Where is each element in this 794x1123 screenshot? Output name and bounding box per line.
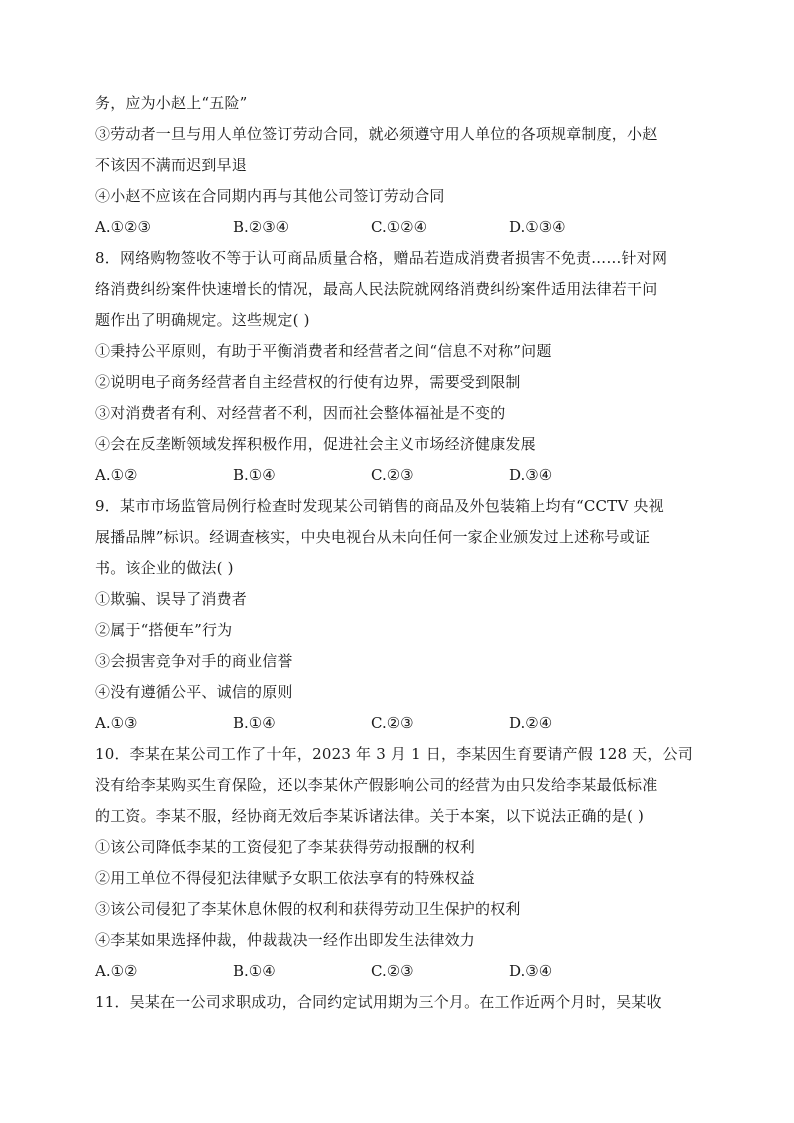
text-line: ④没有遵循公平、诚信的原则 [95, 683, 293, 701]
answer-option: B.②③④ [233, 218, 290, 236]
text-line: 题作出了明确规定。这些规定( ) [95, 311, 310, 329]
text-line: ①欺骗、误导了消费者 [95, 590, 248, 608]
answer-option: D.①③④ [509, 218, 566, 236]
text-line: 8．网络购物签收不等于认可商品质量合格，赠品若造成消费者损害不免责……针对网 [95, 249, 668, 267]
text-line: 书。该企业的做法( ) [95, 559, 234, 577]
text-line: 没有给李某购买生育保险，还以李某休产假影响公司的经营为由只发给李某最低标准 [95, 776, 658, 794]
answer-option: A.①②③ [95, 218, 151, 236]
answer-option: B.①④ [233, 466, 276, 484]
answer-option: D.③④ [509, 962, 553, 980]
text-line: ③该公司侵犯了李某休息休假的权利和获得劳动卫生保护的权利 [95, 900, 521, 918]
answer-option: A.①② [95, 466, 138, 484]
answer-option: D.②④ [509, 714, 553, 732]
answer-option: C.②③ [371, 962, 414, 980]
text-line: ④李某如果选择仲裁，仲裁裁决一经作出即发生法律效力 [95, 931, 476, 949]
answer-option: D.③④ [509, 466, 553, 484]
answer-option: C.①②④ [371, 218, 428, 236]
text-line: 10．李某在某公司工作了十年，2023 年 3 月 1 日，李某因生育要请产假 128 天，公司 [95, 745, 693, 763]
answer-option: A.①② [95, 962, 138, 980]
text-line: 务，应为小赵上“五险” [95, 94, 248, 112]
answer-option: C.②③ [371, 714, 414, 732]
text-line: ④小赵不应该在合同期内再与其他公司签订劳动合同 [95, 187, 445, 205]
text-line: 不该因不满而迟到早退 [95, 156, 248, 174]
text-line: 络消费纠纷案件快速增长的情况，最高人民法院就网络消费纠纷案件适用法律若干问 [95, 280, 658, 298]
text-line: ③劳动者一旦与用人单位签订劳动合同，就必须遵守用人单位的各项规章制度，小赵 [95, 125, 658, 143]
answer-options-row [95, 212, 705, 243]
exam-page [95, 88, 705, 1018]
answer-option: C.②③ [371, 466, 414, 484]
text-line: 的工资。李某不服，经协商无效后李某诉诸法律。关于本案，以下说法正确的是( ) [95, 807, 645, 825]
answer-options-row [95, 460, 705, 491]
text-line: 9．某市市场监管局例行检查时发现某公司销售的商品及外包装箱上均有“CCTV 央视 [95, 497, 664, 515]
text-line: ①秉持公平原则，有助于平衡消费者和经营者之间“信息不对称”问题 [95, 342, 552, 360]
text-line: 11．吴某在一公司求职成功，合同约定试用期为三个月。在工作近两个月时，吴某收 [95, 993, 662, 1011]
text-line: 展播品牌”标识。经调查核实，中央电视台从未向任何一家企业颁发过上述称号或证 [95, 528, 651, 546]
text-line: ③对消费者有利、对经营者不利，因而社会整体福祉是不变的 [95, 404, 506, 422]
text-line: ③会损害竞争对手的商业信誉 [95, 652, 293, 670]
answer-option: A.①③ [95, 714, 138, 732]
answer-option: B.①④ [233, 714, 276, 732]
text-line: ①该公司降低李某的工资侵犯了李某获得劳动报酬的权利 [95, 838, 476, 856]
text-line: ②属于“搭便车”行为 [95, 621, 233, 639]
text-line: ②用工单位不得侵犯法律赋予女职工依法享有的特殊权益 [95, 869, 476, 887]
answer-option: B.①④ [233, 962, 276, 980]
answer-options-row [95, 708, 705, 739]
text-line: ②说明电子商务经营者自主经营权的行使有边界，需要受到限制 [95, 373, 521, 391]
text-line: ④会在反垄断领域发挥积极作用，促进社会主义市场经济健康发展 [95, 435, 536, 453]
answer-options-row [95, 956, 705, 987]
